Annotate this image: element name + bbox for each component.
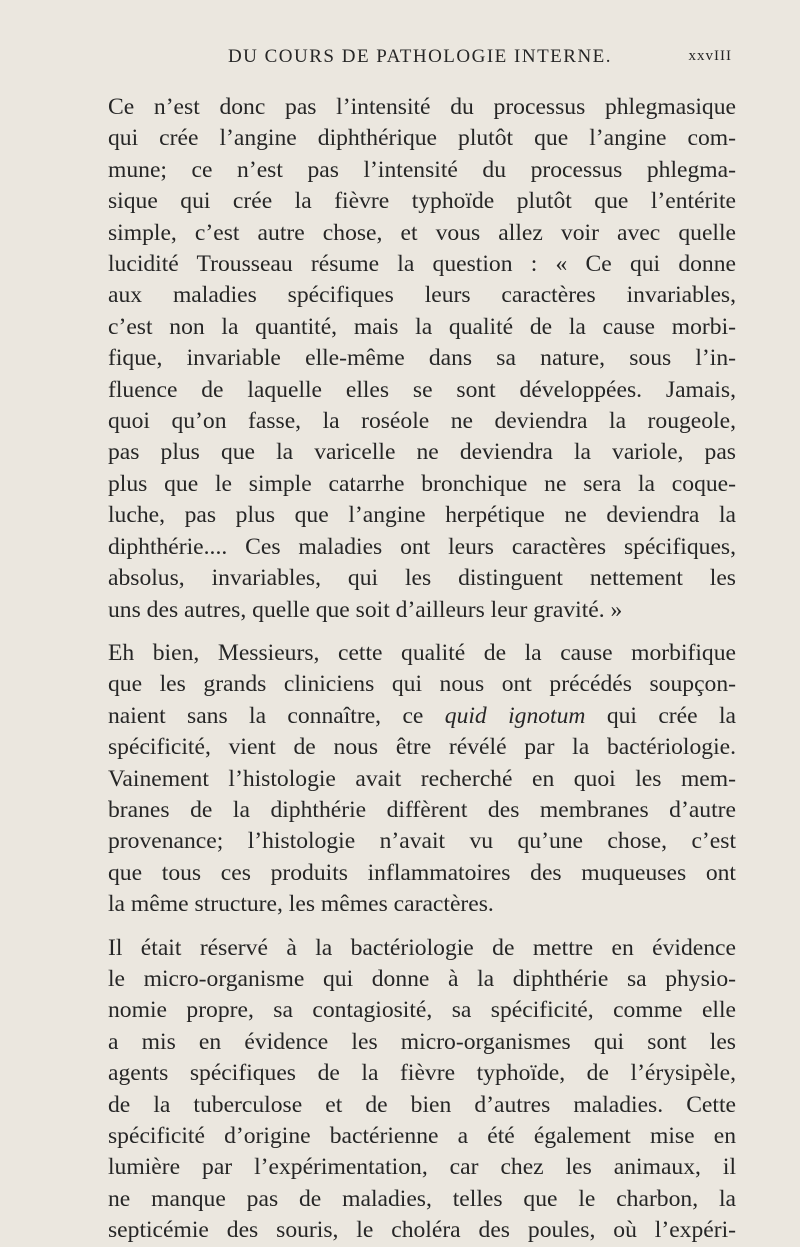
text-line: lumière par l’expérimentation, car chez les animaux, il bbox=[108, 1154, 736, 1181]
text-line: ne manque pas de maladies, telles que le charbon, la bbox=[108, 1185, 736, 1212]
text-line: que les grands cliniciens qui nous ont précédés soupçon- bbox=[108, 671, 736, 698]
text-line: de la tuberculose et de bien d’autres maladies. Cette bbox=[108, 1091, 736, 1118]
text-line: Vainement l’histologie avait recherché en quoi les mem- bbox=[108, 765, 736, 792]
latin-phrase: quid ignotum bbox=[444, 702, 586, 729]
text-line: lucidité Trousseau résume la question : « Ce qui donne bbox=[108, 251, 736, 278]
paragraph-3 bbox=[86, 933, 736, 1247]
text-line: septicémie des souris, le choléra des poules, où l’expéri- bbox=[108, 1217, 736, 1244]
text-line: c’est non la quantité, mais la qualité de la cause morbi- bbox=[108, 313, 736, 340]
text-line: Eh bien, Messieurs, cette qualité de la cause morbifique bbox=[108, 639, 736, 666]
text-line: le micro-organisme qui donne à la diphthérie sa physio- bbox=[108, 965, 736, 992]
text-line: mune; ce n’est pas l’intensité du processus phlegma- bbox=[108, 156, 736, 183]
text-line: spécificité d’origine bactérienne a été également mise en bbox=[108, 1123, 736, 1149]
text-line: luche, pas plus que l’angine herpétique ne deviendra la bbox=[108, 502, 736, 529]
text-line: agents spécifiques de la fièvre typhoïde, de l’érysipèle, bbox=[108, 1060, 736, 1087]
running-head bbox=[86, 44, 736, 74]
paragraph-1 bbox=[86, 92, 736, 626]
text-line: Ce n’est donc pas l’intensité du processus phlegmasique bbox=[108, 94, 736, 120]
text-line: nomie propre, sa contagiosité, sa spécificité, comme elle bbox=[108, 997, 736, 1024]
text-line: Il était réservé à la bactériologie de mettre en évidence bbox=[108, 934, 736, 961]
text-line: provenance; l’histologie n’avait vu qu’une chose, c’est bbox=[108, 828, 736, 855]
running-title: DU COURS DE PATHOLOGIE INTERNE. bbox=[227, 46, 613, 67]
text-line: fluence de laquelle elles se sont développées. Jamais, bbox=[108, 376, 736, 403]
text-line: qui crée l’angine diphthérique plutôt que l’angine com- bbox=[108, 125, 736, 152]
text-line: aux maladies spécifiques leurs caractères invariables, bbox=[108, 282, 736, 309]
text-line: spécificité, vient de nous être révélé par la bactériologie. bbox=[108, 734, 736, 761]
text-line: simple, c’est autre chose, et vous allez voir avec quelle bbox=[108, 219, 736, 246]
paragraph-2 bbox=[86, 638, 736, 921]
text-segment: naient sans la connaître, ce bbox=[108, 702, 424, 729]
text-line: plus que le simple catarrhe bronchique ne sera la coque- bbox=[108, 470, 736, 497]
text-line: diphthérie.... Ces maladies ont leurs caractères spécifiques, bbox=[108, 533, 736, 560]
page-number: xxvIII bbox=[688, 48, 732, 64]
text-line-mixed bbox=[86, 701, 736, 732]
text-line: uns des autres, quelle que soit d’ailleurs leur gravité. » bbox=[108, 596, 623, 623]
text-line: absolus, invariables, qui les distinguent nettement les bbox=[108, 565, 736, 592]
text-line: que tous ces produits inflammatoires des muqueuses ont bbox=[108, 859, 736, 886]
text-line: quoi qu’on fasse, la roséole ne deviendra la rougeole, bbox=[108, 408, 736, 435]
text-line: branes de la diphthérie diffèrent des membranes d’autre bbox=[108, 796, 736, 823]
text-line: pas plus que la varicelle ne deviendra la variole, pas bbox=[108, 439, 736, 466]
text-line: la même structure, les mêmes caractères. bbox=[108, 891, 494, 918]
text-segment: qui crée la bbox=[606, 702, 736, 729]
text-line: fique, invariable elle-même dans sa nature, sous l’in- bbox=[108, 345, 736, 372]
text-line: sique qui crée la fièvre typhoïde plutôt que l’entérite bbox=[108, 188, 736, 215]
text-line: a mis en évidence les micro-organismes qui sont les bbox=[108, 1028, 736, 1055]
